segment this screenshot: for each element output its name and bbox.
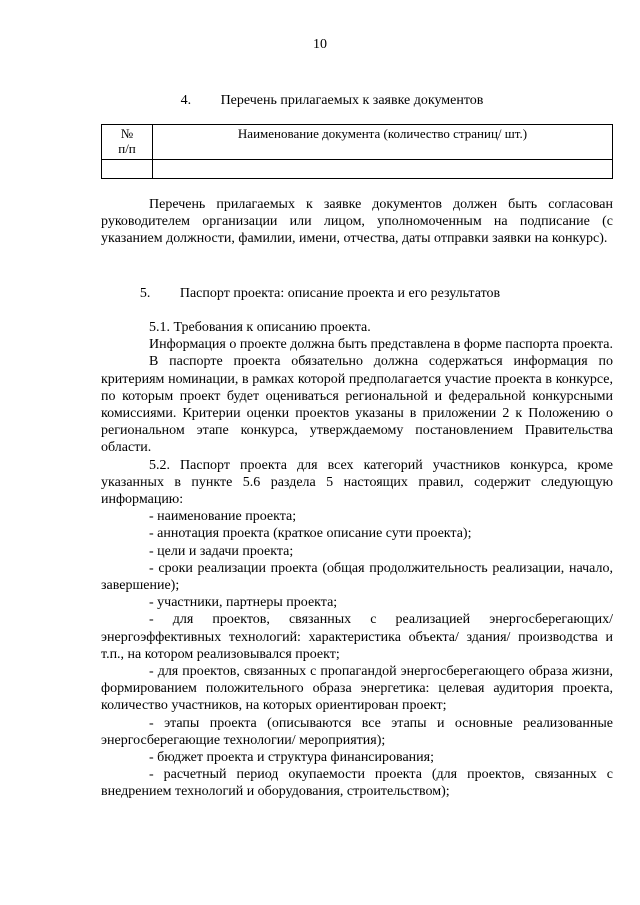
table-cell — [153, 160, 613, 179]
list-item: - наименование проекта; — [149, 509, 297, 525]
col-number-header — [102, 125, 153, 160]
col-document-name-header: Наименование документа (количество страниц/ шт.) — [153, 125, 613, 160]
list-item: - этапы проекта (описываются все этапы и основные реализованные энергосберегающие технологии/ мероприятия); — [101, 715, 613, 748]
paragraph: Информация о проекте должна быть представлена в форме паспорта проекта. — [149, 337, 613, 353]
list-item: - для проектов, связанных с реализацией энергосберегающих/ энергоэффективных технологий: характеристика объекта/ здания/ производства и т.п., на котором реализовывался проект; — [101, 612, 613, 662]
table-header-row — [102, 125, 613, 160]
table-row — [102, 160, 613, 179]
list-item: - участники, партнеры проекта; — [149, 595, 338, 611]
section-5-number: 5. — [139, 286, 151, 301]
col-number-header-line1: № — [120, 126, 134, 141]
table-cell — [102, 160, 153, 179]
section-5-title: Паспорт проекта: описание проекта и его результатов — [179, 286, 501, 301]
documents-table — [101, 124, 613, 179]
paragraph: В паспорте проекта обязательно должна содержаться информация по критериям номинации, в рамках которой предполагается участие проекта в конкурсе, по которым проект будет оцениваться региональной и федеральной конкурсными комиссиями. Критерии оценки проектов указаны в приложении 2 к Положению о региональном этапе конкурса, утверждаемому постановлением Правительства области. — [101, 354, 613, 456]
col-number-header-line2: п/п — [118, 141, 136, 156]
list-item: - расчетный период окупаемости проекта (для проектов, связанных с внедрением технологий и оборудования, строительством); — [101, 767, 613, 800]
page-number: 10 — [313, 37, 327, 52]
section-4-number: 4. — [180, 93, 192, 108]
section-5-heading — [0, 285, 640, 302]
paragraph: 5.1. Требования к описанию проекта. — [149, 320, 371, 335]
section-4-body — [101, 196, 613, 248]
section-4-heading — [12, 92, 640, 109]
paragraph: 5.2. Паспорт проекта для всех категорий участников конкурса, кроме указанных в пункте 5.6 раздела 5 настоящих правил, содержит следующую информацию: — [101, 457, 613, 508]
section-5-body — [101, 319, 613, 801]
list-item: - аннотация проекта (краткое описание сути проекта); — [149, 526, 472, 542]
list-item: - для проектов, связанных с пропагандой энергосберегающего образа жизни, формированием положительного образа энергетика: целевая аудитория проекта, количество участников, на которых ориентирован проект; — [101, 664, 613, 714]
section-4-title: Перечень прилагаемых к заявке документов — [220, 93, 484, 108]
list-item: - бюджет проекта и структура финансирования; — [149, 750, 434, 766]
list-item: - цели и задачи проекта; — [149, 543, 294, 559]
list-item: - сроки реализации проекта (общая продолжительность реализации, начало, завершение); — [101, 560, 613, 594]
section-4-paragraph: Перечень прилагаемых к заявке документов должен быть согласован руководителем организации или лицом, уполномоченным на подписание (с указанием должности, фамилии, имени, отчества, даты отправки заявки на конкурс). — [101, 197, 613, 247]
